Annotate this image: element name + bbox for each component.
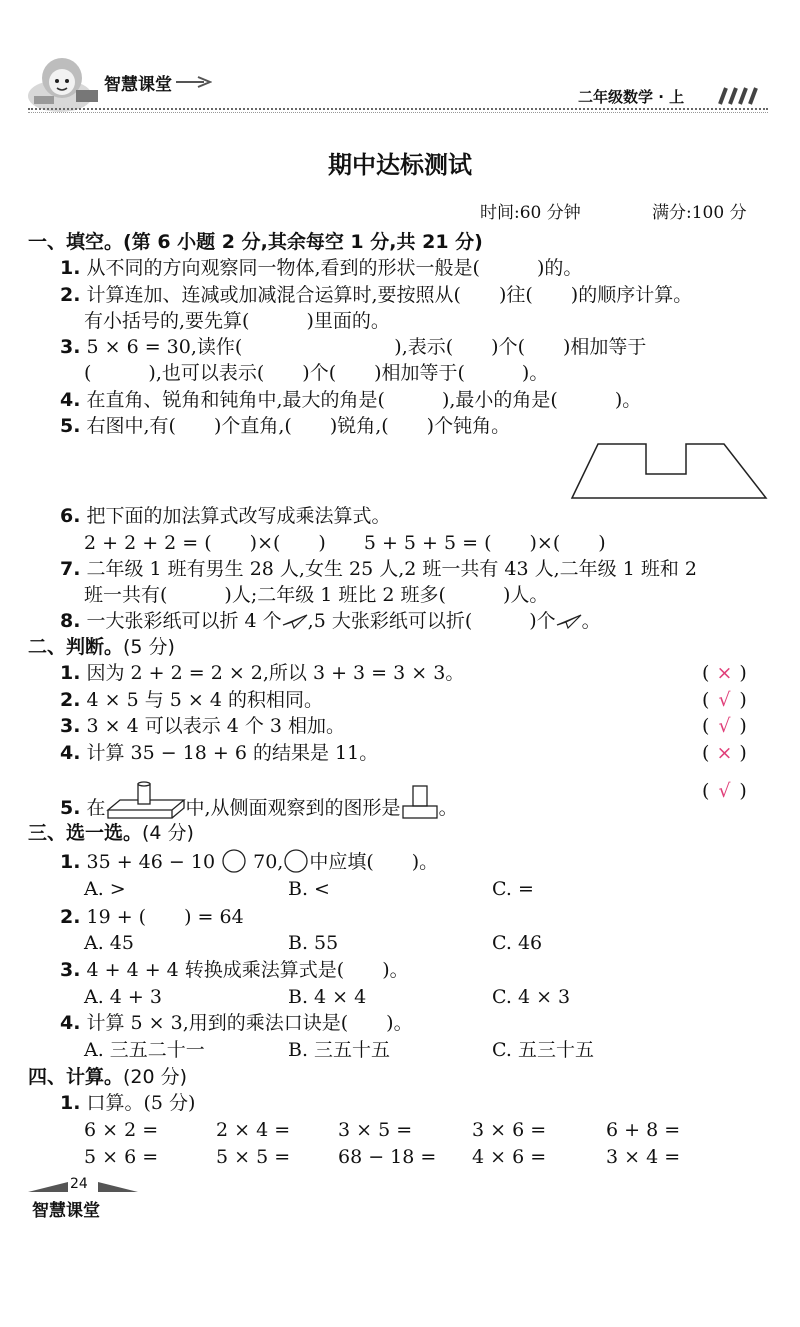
option-b: B. < [288, 878, 330, 900]
q5-shape-figure [570, 440, 770, 502]
s1-q7: 7. 二年级 1 班有男生 28 人,女生 25 人,2 班一共有 43 人,二年级 1 班和 2 [60, 558, 697, 580]
oral-calc-item: 3 × 5 = [338, 1119, 413, 1141]
s1-q4: 4. 在直角、锐角和钝角中,最大的角是( ),最小的角是( )。 [60, 389, 642, 411]
s3-q2-text: 19 + ( ) = 64 [86, 906, 244, 928]
s2-item [60, 660, 464, 686]
cross-mark: × [716, 662, 733, 684]
section-4-heading [28, 1064, 187, 1090]
check-mark: √ [718, 715, 731, 737]
footer-brand: 智慧课堂 [32, 1201, 100, 1221]
header-brand: 智慧课堂 [104, 75, 172, 95]
page-title: 期中达标测试 [328, 151, 472, 179]
item-text: 计算 35 − 18 + 6 的结果是 11。 [86, 742, 379, 764]
s1-q6-text: 把下面的加法算式改写成乘法算式。 [86, 505, 391, 527]
oral-calc-item: 2 × 4 = [216, 1119, 291, 1141]
section-3-heading [28, 820, 194, 846]
s1-q3-cont: ( ),也可以表示( )个( )相加等于( )。 [84, 362, 549, 384]
s4-q1: 1. 口算。(5 分) [60, 1092, 196, 1114]
section-2-title: 二、判断。 [28, 636, 124, 658]
item-text: 3 × 4 可以表示 4 个 3 相加。 [86, 715, 346, 737]
section-1-title: 一、填空。 [28, 231, 124, 253]
s1-q8-text-a: 一大张彩纸可以折 4 个 [86, 610, 282, 632]
oral-calc-item: 68 − 18 = [338, 1146, 437, 1168]
s2-q5-mark: ( √ ) [702, 780, 747, 802]
s1-q1: 1. 从不同的方向观察同一物体,看到的形状一般是( )的。 [60, 257, 583, 279]
s2-item [60, 713, 345, 739]
header-rule-2 [28, 112, 768, 113]
s2-item [60, 740, 378, 766]
s1-q3-text-a: 5 × 6 = 30,读作( ),表示( )个( )相加等于 [86, 336, 647, 358]
s3-q4: 4. 计算 5 × 3,用到的乘法口诀是( )。 [60, 1012, 413, 1034]
s2-q5-text-a: 在 [86, 797, 106, 819]
s1-q5: 5. 右图中,有( )个直角,( )锐角,( )个钝角。 [60, 415, 511, 437]
oral-calc-item: 3 × 4 = [606, 1146, 681, 1168]
child-mascot-icon [24, 52, 102, 114]
section-2-note: (5 分) [123, 636, 175, 658]
s1-q2: 2. 计算连加、连减或加减混合运算时,要按照从( )往( )的顺序计算。 [60, 284, 693, 306]
oral-calc-item: 4 × 6 = [472, 1146, 547, 1168]
s3-q1: 1. 35 + 46 − 10 70, 中应填( )。 [60, 848, 438, 875]
s3-q2: 2. 19 + ( ) = 64 [60, 906, 244, 928]
blank-circle-icon [221, 848, 247, 874]
header-grade-subject: 二年级数学 · 上 [578, 88, 685, 106]
s1-q5-text: 右图中,有( )个直角,( )锐角,( )个钝角。 [86, 415, 511, 437]
section-4-title: 四、计算。 [28, 1066, 124, 1088]
section-1-heading [28, 229, 483, 255]
s2-mark: ( × ) [702, 742, 747, 764]
section-3-title: 三、选一选。 [28, 822, 143, 844]
option-c: C. = [492, 878, 534, 900]
s3-q1-text-c: 中应填( )。 [309, 851, 439, 873]
s2-q5: 5. 在 中,从侧面观察到的图形是 。 [60, 780, 458, 821]
oral-calc-item: 6 × 2 = [84, 1119, 159, 1141]
oral-calc-item: 5 × 5 = [216, 1146, 291, 1168]
check-mark: √ [718, 780, 731, 802]
time-limit: 时间:60 分钟 [480, 203, 581, 223]
option-c: C. 4 × 3 [492, 986, 571, 1008]
s3-q4-text: 计算 5 × 3,用到的乘法口诀是( )。 [86, 1012, 413, 1034]
check-mark: √ [718, 689, 731, 711]
s1-q2-cont: 有小括号的,要先算( )里面的。 [84, 310, 390, 332]
s2-mark: ( × ) [702, 662, 747, 684]
s1-q8-text-c: 。 [581, 610, 601, 632]
option-c: C. 46 [492, 932, 543, 954]
item-number: 1. [60, 662, 81, 684]
s4-q1-text: 口算。(5 分) [86, 1092, 196, 1114]
option-a: A. 45 [84, 932, 134, 954]
section-1-note: (第 6 小题 2 分,其余每空 1 分,共 21 分) [123, 231, 483, 253]
blank-circle-icon [283, 848, 309, 874]
side-view-icon [401, 784, 439, 820]
cylinder-on-block-icon [106, 780, 186, 820]
s1-q3: 3. 5 × 6 = 30,读作( ),表示( )个( )相加等于 [60, 336, 647, 358]
item-number: 4. [60, 742, 81, 764]
s1-q1-text: 从不同的方向观察同一物体,看到的形状一般是( )的。 [86, 257, 583, 279]
option-a: A. > [84, 878, 126, 900]
item-text: 4 × 5 与 5 × 4 的积相同。 [86, 689, 323, 711]
s1-q8-text-b: ,5 大张彩纸可以折( )个 [307, 610, 556, 632]
section-4-note: (20 分) [123, 1066, 188, 1088]
header-arrow-icon [176, 76, 212, 88]
s2-mark: ( √ ) [702, 715, 747, 737]
option-b: B. 三五十五 [288, 1039, 391, 1061]
s3-q3: 3. 4 + 4 + 4 转换成乘法算式是( )。 [60, 959, 409, 981]
section-3-note: (4 分) [142, 822, 194, 844]
page-number: 24 [70, 1176, 88, 1192]
full-score: 满分:100 分 [652, 203, 747, 223]
s1-q2-text-a: 计算连加、连减或加减混合运算时,要按照从( )往( )的顺序计算。 [86, 284, 693, 306]
paper-plane-icon [282, 613, 308, 629]
item-number: 3. [60, 715, 81, 737]
s2-q5-text-c: 。 [438, 797, 458, 819]
s1-q7-text-a: 二年级 1 班有男生 28 人,女生 25 人,2 班一共有 43 人,二年级 1 班和 2 [86, 558, 697, 580]
s1-q4-text: 在直角、锐角和钝角中,最大的角是( ),最小的角是( )。 [86, 389, 642, 411]
s1-q7-cont: 班一共有( )人;二年级 1 班比 2 班多( )人。 [84, 584, 549, 606]
oral-calc-item: 6 + 8 = [606, 1119, 681, 1141]
s3-q3-text: 4 + 4 + 4 转换成乘法算式是( )。 [86, 959, 409, 981]
cross-mark: × [716, 742, 733, 764]
s1-q6: 6. 把下面的加法算式改写成乘法算式。 [60, 505, 391, 527]
section-2-heading [28, 634, 175, 660]
option-c: C. 五三十五 [492, 1039, 594, 1061]
s2-mark: ( √ ) [702, 689, 747, 711]
option-a: A. 4 + 3 [84, 986, 162, 1008]
s3-q1-text-b: 70, [253, 851, 284, 873]
oral-calc-item: 5 × 6 = [84, 1146, 159, 1168]
header-slashes-icon [716, 86, 766, 106]
option-a: A. 三五二十一 [84, 1039, 205, 1061]
s2-item [60, 687, 323, 713]
header-rule [28, 108, 768, 110]
s1-q6-line: 2 + 2 + 2 = ( )×( ) 5 + 5 + 5 = ( )×( ) [84, 532, 606, 554]
paper-plane-icon [556, 613, 582, 629]
item-number: 2. [60, 689, 81, 711]
option-b: B. 55 [288, 932, 339, 954]
s2-q5-text-b: 中,从侧面观察到的图形是 [185, 797, 401, 819]
item-text: 因为 2 + 2 = 2 × 2,所以 3 + 3 = 3 × 3。 [86, 662, 465, 684]
s1-q8: 8. 一大张彩纸可以折 4 个 ,5 大张彩纸可以折( )个 。 [60, 610, 601, 632]
s3-q1-text-a: 35 + 46 − 10 [86, 851, 216, 873]
option-b: B. 4 × 4 [288, 986, 367, 1008]
oral-calc-item: 3 × 6 = [472, 1119, 547, 1141]
